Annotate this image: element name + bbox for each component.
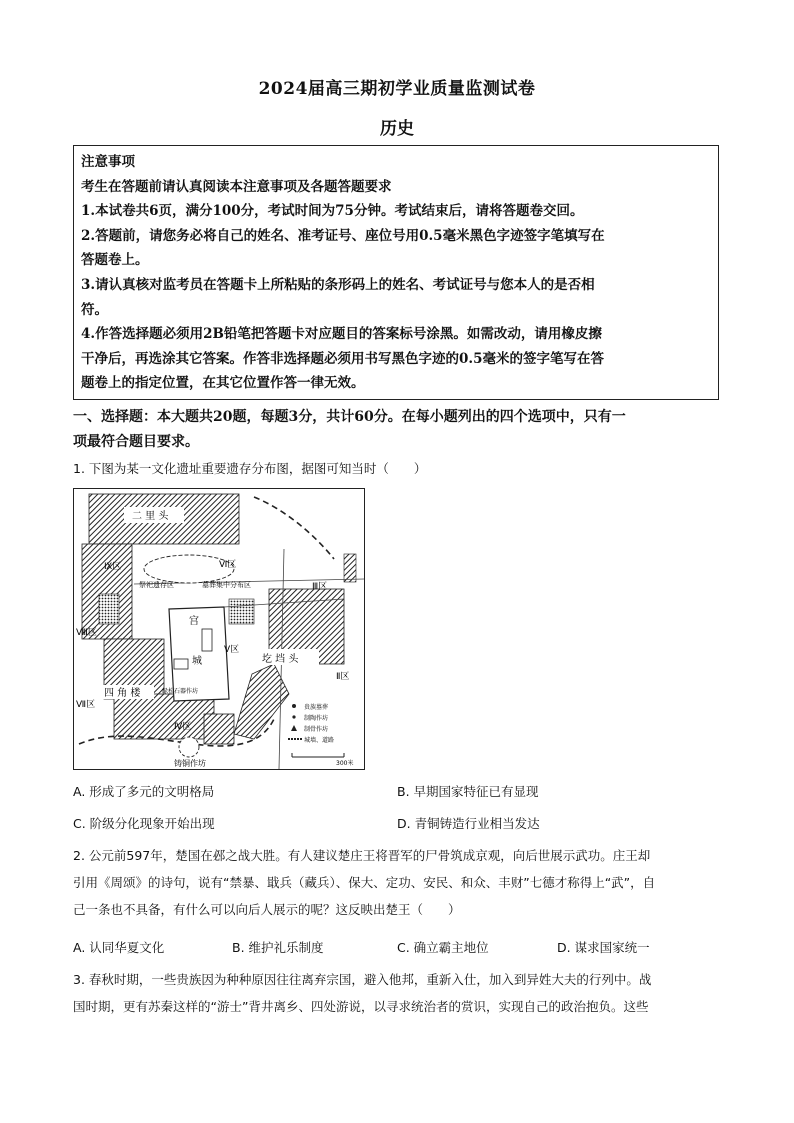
- map-block: [114, 694, 214, 739]
- legend-item: 制骨作坊: [304, 726, 329, 733]
- section-line: 项最符合题目要求。: [73, 433, 199, 450]
- q1-option-c: C. 阶级分化现象开始出现: [73, 816, 215, 831]
- stem-line: 引用《周颂》的诗句，说有“禁暴、戢兵（藏兵）、保大、定功、安民、和众、丰财”七德才称得上“武”，自: [73, 875, 656, 890]
- notice-line: 干净后，再选涂其它答案。作答非选择题必须用书写黑色字迹的0.5毫米的签字笔写在答: [81, 350, 604, 367]
- label-zone8: Ⅷ区: [76, 628, 97, 638]
- notice-line: 考生在答题前请认真阅读本注意事项及各题答题要求: [81, 178, 392, 195]
- stem-line: 己一条也不具备，有什么可以向后人展示的呢？这反映出楚王（ ）: [73, 902, 461, 917]
- label-zone2: Ⅱ区: [336, 672, 350, 682]
- notice-line: 1.本试卷共6页，满分100分，考试时间为75分钟。考试结束后，请将答题卷交回。: [81, 203, 584, 220]
- legend-item: 城墙、道路: [304, 737, 335, 744]
- legend-item: 制陶作坊: [304, 715, 329, 722]
- notice-box: [73, 145, 719, 400]
- label-zone6: Ⅵ区: [219, 560, 237, 570]
- palace-wall: [169, 607, 229, 701]
- question-3-stem: [73, 966, 723, 1020]
- q2-option-b: B. 维护礼乐制度: [232, 940, 324, 955]
- stem-line: 2. 公元前597年，楚国在邲之战大胜。有人建议楚庄王将晋军的尸骨筑成京观，向后世展示武功。庄王却: [73, 848, 651, 863]
- section-heading: [73, 405, 723, 454]
- notice-heading: 注意事项: [81, 154, 135, 170]
- q1-option-a: A. 形成了多元的文明格局: [73, 784, 215, 799]
- label-zone9: Ⅸ区: [104, 562, 122, 572]
- pottery-workshop-icon: [292, 715, 295, 718]
- label-gedangtou: 圪 垱 头: [262, 654, 299, 665]
- q1-option-d: D. 青铜铸造行业相当发达: [397, 816, 540, 831]
- q2-option-a: A. 认同华夏文化: [73, 940, 165, 955]
- notice-line: 3.请认真核对监考员在答题卡上所粘贴的条形码上的姓名、考试证号与您本人的是否相: [81, 276, 595, 293]
- map-block: [204, 714, 234, 744]
- label-palace: 宫: [189, 616, 199, 627]
- notice-line: 题卷上的指定位置，在其它位置作答一律无效。: [81, 375, 365, 392]
- map-block: [229, 599, 254, 624]
- label-zone4: Ⅳ区: [174, 722, 192, 732]
- notice-line: 4.作答选择题必须用2B铅笔把答题卡对应题目的答案标号涂黑。如需改动，请用橡皮擦: [81, 326, 602, 343]
- label-city: 城: [192, 656, 202, 667]
- question-2-stem: [73, 842, 723, 923]
- palace-building: [174, 659, 188, 669]
- palace-building: [202, 629, 212, 651]
- q1-option-b: B. 早期国家特征已有显现: [397, 784, 539, 799]
- label-zone3: Ⅲ区: [312, 582, 328, 592]
- bronze-workshop-marker: [179, 737, 199, 757]
- notice-line: 答题卷上。: [81, 252, 149, 269]
- label-tomb: 墓葬集中分布区: [202, 581, 251, 589]
- map-block: [344, 554, 356, 582]
- notice-line: 2.答题前，请您务必将自己的姓名、准考证号、座位号用0.5毫米黑色字迹签字笔填写在: [81, 227, 605, 244]
- label-zone5: Ⅴ区: [224, 645, 240, 655]
- map-block: [82, 544, 132, 639]
- label-erlitou: 二 里 头: [132, 511, 169, 522]
- section-line: 一、选择题：本大题共20题，每题3分，共计60分。在每小题列出的四个选项中，只有一: [73, 409, 626, 425]
- stem-line: 3. 春秋时期，一些贵族因为种种原因往往离弃宗国，避入他邦，重新入仕，加入到异姓大夫的行列中。战: [73, 972, 652, 987]
- scale-label: 300米: [336, 760, 354, 767]
- notice-line: 符。: [81, 301, 108, 318]
- subject-title: 历史: [380, 119, 414, 139]
- noble-tomb-icon: [292, 704, 296, 708]
- label-zone7: Ⅶ区: [76, 700, 96, 710]
- map-block: [99, 594, 119, 624]
- stem-line: 国时期，更有苏秦这样的“游士”背井离乡、四处游说，以寻求统治者的赏识，实现自己的政治抱负。这些: [73, 999, 649, 1014]
- label-bronze: 铸铜作坊: [174, 759, 206, 768]
- q2-option-d: D. 谋求国家统一: [557, 940, 650, 955]
- label-turquoise: 绿松石器作坊: [162, 688, 199, 695]
- legend-item: 贵族墓葬: [304, 704, 329, 711]
- question-1-stem: 1. 下图为某一文化遗址重要遗存分布图，据图可知当时（ ）: [73, 461, 427, 476]
- map-legend: [286, 699, 361, 767]
- exam-title: 2024届高三期初学业质量监测试卷: [258, 79, 536, 99]
- label-sacrifice: 祭祀遗存区: [139, 581, 174, 589]
- q2-option-c: C. 确立霸主地位: [397, 940, 489, 955]
- label-sijiaolou: 四 角 楼: [104, 688, 141, 699]
- site-map: [73, 488, 365, 770]
